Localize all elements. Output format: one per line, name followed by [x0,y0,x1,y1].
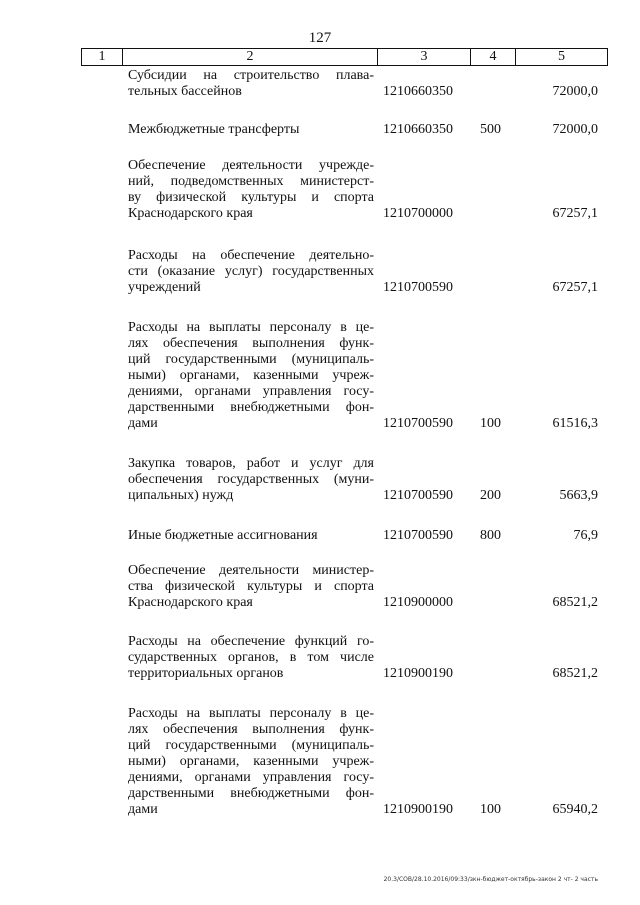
table-row [0,68,640,100]
row-name-line: ний, подведомственных министерст- [128,174,374,189]
row-name-line: Расходы на выплаты персоналу в це- [128,706,374,721]
table-row [0,248,640,296]
row-expense-type: 100 [480,802,501,817]
row-name-line: учреждений [128,280,201,295]
table-row [0,563,640,611]
row-name-line: обеспечения государственных (муни- [128,472,374,487]
row-name-line: Краснодарского края [128,595,253,610]
row-name-line: лях обеспечения выполнения функ- [128,336,374,351]
row-amount: 5663,9 [559,488,598,503]
row-code: 1210900190 [383,802,453,817]
row-name-line: Обеспечение деятельности министер- [128,563,374,578]
column-header-row [82,49,608,66]
footer-note: 20.3/СОВ/28.10.2016/09:33/зкн-бюджет-октябрь-закон 2 чт- 2 часть [383,876,598,883]
row-name-line: сти (оказание услуг) государственных [128,264,374,279]
row-amount: 68521,2 [552,666,598,681]
row-name-line: дениями, органами управления госу- [128,384,374,399]
row-amount: 67257,1 [552,206,598,221]
row-name-line: сударственных органов, в том числе [128,650,374,665]
row-amount: 61516,3 [552,416,598,431]
row-code: 1210700590 [383,488,453,503]
row-code: 1210900190 [383,666,453,681]
row-name-line: ципальных) нужд [128,488,234,503]
table-row [0,706,640,818]
table-row [0,122,640,138]
row-name-line: ства физической культуры и спорта [128,579,374,594]
row-name-line: дами [128,802,158,817]
row-name-line: Межбюджетные трансферты [128,122,300,137]
row-name-line: дами [128,416,158,431]
page-number: 127 [308,30,332,46]
row-amount: 68521,2 [552,595,598,610]
row-name [128,634,374,682]
table-row [0,634,640,682]
row-expense-type: 100 [480,416,501,431]
row-amount: 72000,0 [552,122,598,137]
row-name-line: Закупка товаров, работ и услуг для [128,456,374,471]
row-name [128,528,374,544]
row-amount: 72000,0 [552,84,598,99]
row-name-line: ными) органами, казенными учреж- [128,368,374,383]
row-name-line: дениями, органами управления госу- [128,770,374,785]
row-name-line: дарственными внебюджетными фон- [128,400,374,415]
row-name [128,563,374,611]
row-name-line: ций государственными (муниципаль- [128,738,374,753]
column-header: 2 [123,49,378,66]
row-name-line: ций государственными (муниципаль- [128,352,374,367]
row-name [128,456,374,504]
row-expense-type: 800 [480,528,501,543]
row-code: 1210700590 [383,416,453,431]
row-name-line: Расходы на обеспечение функций го- [128,634,374,649]
row-name [128,248,374,296]
table-row [0,456,640,504]
column-header-table [81,48,608,66]
row-name [128,320,374,432]
row-name-line: тельных бассейнов [128,84,242,99]
row-name [128,68,374,100]
row-name-line: дарственными внебюджетными фон- [128,786,374,801]
row-code: 1210700000 [383,206,453,221]
row-code: 1210700590 [383,280,453,295]
row-name-line: Расходы на обеспечение деятельно- [128,248,374,263]
column-header: 5 [516,49,608,66]
row-expense-type: 200 [480,488,501,503]
row-amount: 76,9 [573,528,598,543]
row-code: 1210700590 [383,528,453,543]
row-expense-type: 500 [480,122,501,137]
row-name-line: Краснодарского края [128,206,253,221]
row-name-line: Субсидии на строительство плава- [128,68,374,83]
table-row [0,320,640,432]
row-name-line: лях обеспечения выполнения функ- [128,722,374,737]
row-name-line: ву физической культуры и спорта [128,190,374,205]
row-name [128,158,374,222]
row-name-line: ными) органами, казенными учреж- [128,754,374,769]
table-row [0,528,640,544]
row-name-line: Обеспечение деятельности учрежде- [128,158,374,173]
row-name-line: территориальных органов [128,666,284,681]
row-amount: 65940,2 [552,802,598,817]
row-amount: 67257,1 [552,280,598,295]
row-code: 1210660350 [383,122,453,137]
column-header: 4 [471,49,516,66]
column-header: 1 [82,49,123,66]
row-name-line: Иные бюджетные ассигнования [128,528,318,543]
row-name [128,706,374,818]
column-header: 3 [378,49,471,66]
row-code: 1210900000 [383,595,453,610]
row-name [128,122,374,138]
row-code: 1210660350 [383,84,453,99]
row-name-line: Расходы на выплаты персоналу в це- [128,320,374,335]
table-row [0,158,640,222]
